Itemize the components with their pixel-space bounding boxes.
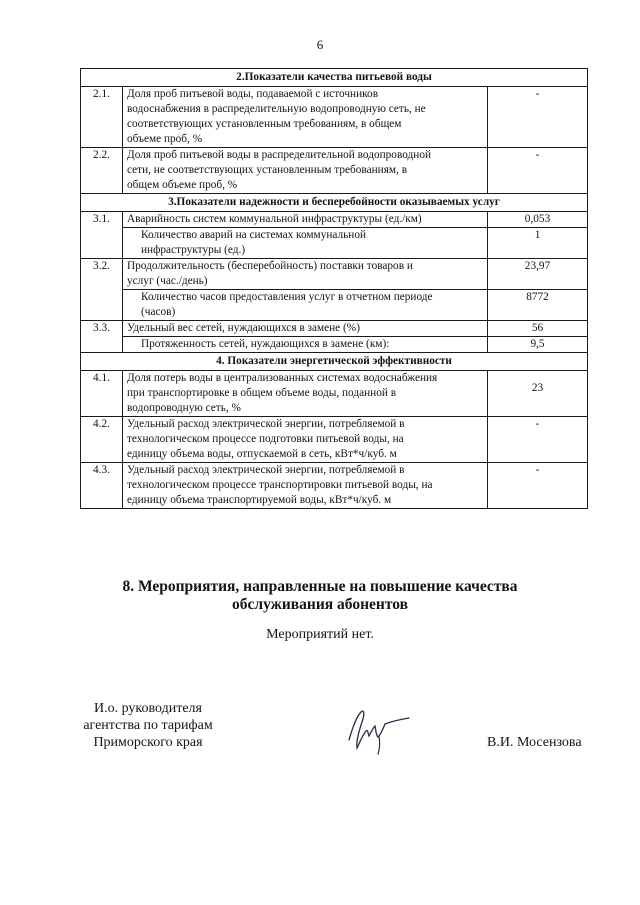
table-row [81, 463, 588, 509]
row-description-line: Доля потерь воды в централизованных системах водоснабжения [127, 372, 438, 384]
row-description [123, 87, 488, 148]
row-number: 4.1. [81, 371, 123, 417]
table-subrow [81, 290, 588, 321]
section-3-title: 3.Показатели надежности и бесперебойности оказываемых услуг [81, 194, 588, 212]
table-subrow [81, 337, 588, 353]
signer-position-line: Приморского края [93, 735, 203, 750]
row-number: 3.3. [81, 321, 123, 353]
row-description-line: сети, не соответствующих установленным требованиям, в [127, 164, 408, 176]
section-3-header [81, 194, 588, 212]
table-row [81, 321, 588, 337]
row-description-line: Количество часов предоставления услуг в отчетном периоде [141, 291, 433, 303]
row-value: 56 [488, 321, 588, 337]
signer-position-line: агентства по тарифам [83, 718, 213, 733]
signer-position-line: И.о. руководителя [93, 701, 202, 716]
row-description-line: Протяженность сетей, нуждающихся в замене (км): [141, 338, 390, 350]
row-description-line: единицу объема транспортируемой воды, кВт*ч/куб. м [127, 494, 392, 506]
row-description [123, 259, 488, 290]
signer-name: В.И. Мосензова [487, 735, 582, 750]
row-description-line: технологическом процессе транспортировки питьевой воды, на [127, 479, 433, 491]
row-description-line: Количество аварий на системах коммунальной [141, 229, 367, 241]
signer-position [68, 700, 228, 751]
row-number: 3.1. [81, 212, 123, 259]
section-8-heading-line: обслуживания абонентов [232, 596, 408, 613]
section-8-heading-line: 8. Мероприятия, направленные на повышение качества [122, 578, 518, 595]
row-description-line: Удельный расход электрической энергии, потребляемой в [127, 464, 405, 476]
row-value: 9,5 [488, 337, 588, 353]
row-value: 0,053 [488, 212, 588, 228]
row-description [123, 337, 488, 353]
row-description-line: технологическом процессе подготовки питьевой воды, на [127, 433, 404, 445]
table-row [81, 212, 588, 228]
table-row [81, 148, 588, 194]
table-row [81, 371, 588, 417]
handwritten-signature [335, 698, 415, 758]
row-description-line: при транспортировке в общем объеме воды, поданной в [127, 387, 397, 399]
row-description [123, 417, 488, 463]
row-number: 2.1. [81, 87, 123, 148]
row-description-line: Удельный расход электрической энергии, потребляемой в [127, 418, 405, 430]
row-description [123, 212, 488, 228]
section-4-header [81, 353, 588, 371]
row-value: 1 [488, 228, 588, 259]
indicators-table [80, 68, 588, 509]
no-events-text: Мероприятий нет. [266, 627, 374, 642]
row-value: 8772 [488, 290, 588, 321]
row-description-line: Продолжительность (бесперебойность) поставки товаров и [127, 260, 413, 272]
row-number: 3.2. [81, 259, 123, 321]
row-description [123, 463, 488, 509]
row-description-line: объеме проб, % [127, 133, 203, 145]
section-8-heading [0, 578, 640, 614]
row-value: 23,97 [488, 259, 588, 290]
row-description [123, 290, 488, 321]
row-value: 23 [488, 371, 588, 417]
row-number: 2.2. [81, 148, 123, 194]
row-description-line: общем объеме проб, % [127, 179, 238, 191]
row-description-line: услуг (час./день) [127, 275, 208, 287]
row-description-line: водопроводную сеть, % [127, 402, 241, 414]
row-description-line: единицу объема воды, отпускаемой в сеть, кВт*ч/куб. м [127, 448, 397, 460]
row-description [123, 228, 488, 259]
row-value: - [488, 148, 588, 194]
row-description-line: Доля проб питьевой воды, подаваемой с источников [127, 88, 379, 100]
row-description-line: инфраструктуры (ед.) [141, 244, 246, 256]
row-description-line: (часов) [141, 306, 176, 318]
table-row [81, 87, 588, 148]
row-description-line: Доля проб питьевой воды в распределительной водопроводной [127, 149, 432, 161]
section-4-title: 4. Показатели энергетической эффективности [81, 353, 588, 371]
row-description-line: соответствующих установленным требованиям, в общем [127, 118, 402, 130]
section-2-title: 2.Показатели качества питьевой воды [81, 69, 588, 87]
row-description-line: Удельный вес сетей, нуждающихся в замене (%) [127, 322, 360, 334]
section-2-header [81, 69, 588, 87]
row-description-line: Аварийность систем коммунальной инфраструктуры (ед./км) [127, 213, 422, 225]
table-subrow [81, 228, 588, 259]
row-description [123, 148, 488, 194]
row-description [123, 321, 488, 337]
row-description-line: водоснабжения в распределительную водопроводную сеть, не [127, 103, 426, 115]
row-number: 4.2. [81, 417, 123, 463]
row-description [123, 371, 488, 417]
row-number: 4.3. [81, 463, 123, 509]
row-value: - [488, 417, 588, 463]
row-value: - [488, 463, 588, 509]
table-row [81, 259, 588, 290]
page-number: 6 [316, 37, 324, 52]
row-value: - [488, 87, 588, 148]
table-row [81, 417, 588, 463]
